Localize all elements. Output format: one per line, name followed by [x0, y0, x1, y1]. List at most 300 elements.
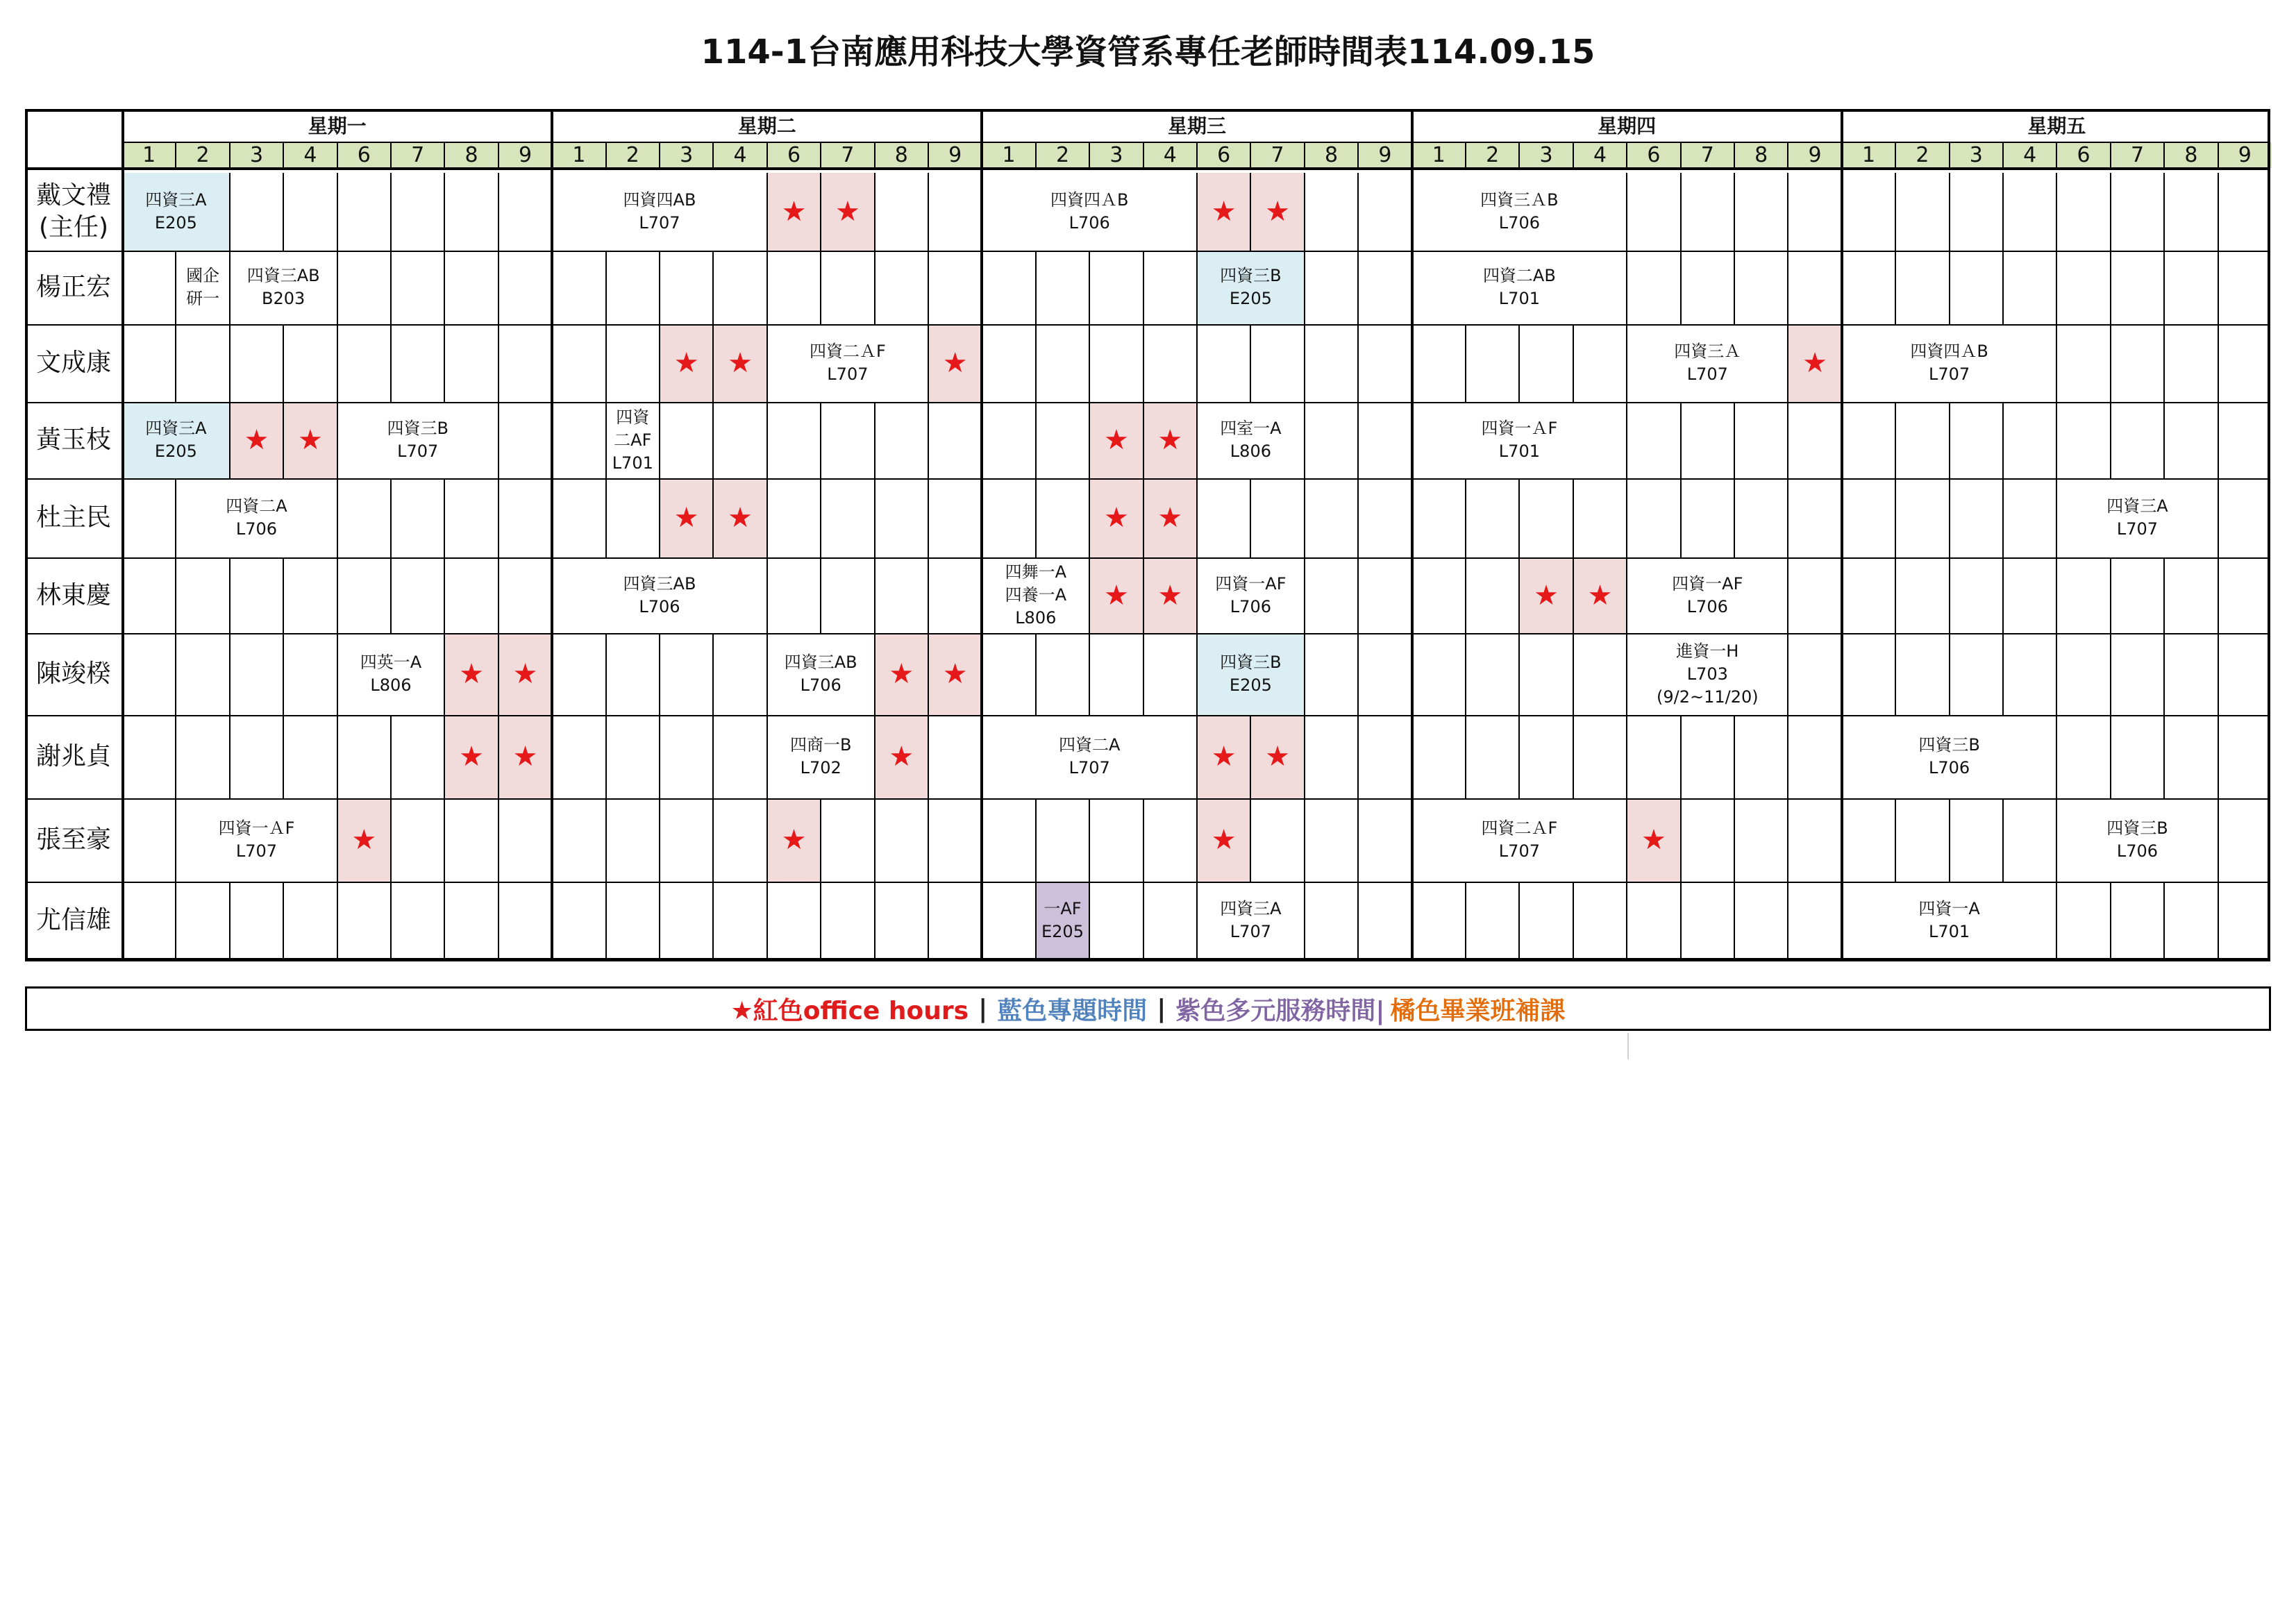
class-text: E205	[154, 213, 197, 233]
class-text: L707	[1498, 841, 1540, 861]
class-text: 四資	[616, 407, 650, 427]
page-title: 114-1台南應用科技大學資管系專任老師時間表114.09.15	[701, 33, 1595, 72]
grid-line	[229, 557, 231, 633]
grid-line	[283, 173, 284, 251]
grid-line	[820, 402, 821, 478]
grid-line	[1734, 251, 1735, 324]
class-text: 二AF	[614, 430, 652, 450]
grid-line	[1035, 251, 1037, 324]
office-hour-cell	[1627, 798, 1680, 882]
star-icon: ★	[1103, 502, 1129, 534]
grid-line	[444, 715, 445, 798]
grid-line	[1518, 142, 1520, 168]
grid-line	[390, 251, 392, 324]
grid-line	[874, 798, 875, 882]
grid-line	[2163, 251, 2165, 324]
class-text: L707	[1686, 364, 1728, 384]
class-text: 四資二A	[226, 496, 287, 516]
grid-line	[283, 633, 284, 715]
grid-line	[1250, 142, 1251, 168]
grid-line	[390, 715, 392, 798]
grid-line	[175, 882, 176, 959]
class-text: 四資四AB	[623, 190, 696, 210]
grid-line	[1680, 173, 1682, 251]
star-icon: ★	[1211, 196, 1237, 228]
office-hour-cell	[283, 402, 337, 478]
grid-line	[1734, 173, 1735, 251]
star-icon: ★	[512, 658, 538, 690]
grid-line	[2110, 324, 2111, 402]
class-text: L806	[1230, 442, 1271, 461]
grid-line	[1680, 478, 1682, 557]
star-icon: ★	[781, 196, 807, 228]
class-text: L702	[800, 758, 841, 777]
period-header: 4	[1573, 142, 1627, 168]
grid-line	[2163, 882, 2165, 959]
office-hour-cell	[928, 324, 982, 402]
office-hour-cell	[1143, 557, 1197, 633]
period-header: 4	[1143, 142, 1197, 168]
grid-line	[1250, 478, 1251, 557]
star-icon: ★	[889, 741, 914, 773]
grid-line	[2110, 142, 2111, 168]
class-cell	[767, 633, 875, 715]
grid-line	[820, 251, 821, 324]
class-text: 四資三Ａ	[1674, 342, 1741, 361]
period-header: 4	[2003, 142, 2056, 168]
class-text: L701	[1498, 289, 1540, 308]
grid-line	[444, 173, 445, 251]
class-text: 四資三A	[2106, 496, 2168, 516]
class-text: L806	[1015, 608, 1057, 628]
grid-line	[1626, 173, 1627, 251]
teacher-name	[25, 173, 122, 251]
class-text: 四資三A	[145, 190, 207, 210]
grid-line	[121, 109, 124, 960]
grid-line	[337, 324, 338, 402]
class-text: L706	[1069, 213, 1110, 233]
grid-line	[551, 109, 553, 960]
grid-line	[25, 557, 2270, 559]
office-hour-cell	[1519, 557, 1573, 633]
class-text: L706	[1498, 213, 1540, 233]
grid-line	[2218, 478, 2219, 557]
period-header: 7	[391, 142, 444, 168]
grid-line	[337, 142, 338, 168]
grid-line	[1304, 882, 1305, 959]
grid-line	[498, 324, 499, 402]
period-header: 7	[821, 142, 874, 168]
grid-line	[1518, 478, 1520, 557]
grid-line	[498, 173, 499, 251]
grid-line	[1518, 324, 1520, 402]
grid-line	[1518, 633, 1520, 715]
grid-line	[1895, 557, 1896, 633]
grid-line	[1573, 715, 1574, 798]
period-header: 6	[1197, 142, 1250, 168]
teacher-name	[25, 798, 122, 882]
grid-line	[712, 633, 714, 715]
grid-line	[2056, 882, 2057, 959]
grid-line	[2056, 633, 2057, 715]
grid-line	[659, 251, 660, 324]
grid-line	[874, 715, 875, 798]
day-header: 星期一	[308, 114, 367, 137]
grid-line	[229, 324, 231, 402]
star-icon: ★	[1103, 424, 1129, 456]
grid-line	[175, 798, 176, 882]
grid-line	[2218, 633, 2219, 715]
grid-line	[874, 142, 875, 168]
grid-line	[2110, 633, 2111, 715]
grid-line	[337, 173, 338, 251]
class-text: 四資二ＡF	[1481, 818, 1558, 838]
period-header: 7	[1681, 142, 1734, 168]
grid-line	[1143, 633, 1144, 715]
grid-line	[766, 633, 768, 715]
class-cell	[1412, 402, 1627, 478]
teacher-name	[25, 557, 122, 633]
grid-line	[1196, 557, 1198, 633]
period-header: 1	[122, 142, 176, 168]
grid-line	[659, 402, 660, 478]
grid-line	[1357, 251, 1359, 324]
grid-line	[2163, 715, 2165, 798]
grid-line	[25, 402, 2270, 403]
class-text: 四資一AF	[1215, 573, 1287, 594]
grid-line	[1573, 324, 1574, 402]
grid-line	[1626, 882, 1627, 959]
grid-line	[605, 324, 607, 402]
grid-line	[1787, 142, 1788, 168]
timetable-grid	[25, 109, 2270, 960]
grid-line	[1626, 557, 1627, 633]
period-header: 3	[1519, 142, 1573, 168]
period-header: 9	[1358, 142, 1411, 168]
class-cell	[230, 251, 337, 324]
class-cell	[552, 173, 767, 251]
grid-line	[283, 324, 284, 402]
grid-line	[444, 142, 445, 168]
grid-line	[2218, 251, 2219, 324]
grid-line	[1573, 478, 1574, 557]
class-text: L706	[1686, 596, 1728, 616]
grid-line	[1304, 633, 1305, 715]
class-cell	[1197, 633, 1305, 715]
grid-line	[1949, 478, 1950, 557]
grid-line	[1465, 478, 1466, 557]
office-hour-cell	[230, 402, 283, 478]
grid-line	[2218, 715, 2219, 798]
period-header: 1	[552, 142, 605, 168]
grid-line	[1196, 173, 1198, 251]
grid-line	[605, 478, 607, 557]
grid-line	[2218, 402, 2219, 478]
class-text: 四英一A	[360, 653, 422, 672]
star-icon: ★	[1534, 579, 1559, 612]
grid-line	[175, 715, 176, 798]
grid-line	[498, 882, 499, 959]
office-hour-cell	[928, 633, 982, 715]
teacher-name-text: 黃玉枝	[35, 426, 111, 454]
grid-line	[1465, 324, 1466, 402]
grid-line	[1518, 715, 1520, 798]
grid-line	[1196, 402, 1198, 478]
class-cell	[1197, 251, 1305, 324]
grid-line	[25, 798, 2270, 800]
grid-line	[928, 251, 929, 324]
class-text: L707	[1230, 922, 1271, 941]
star-icon: ★	[1265, 741, 1291, 773]
grid-line	[1949, 633, 1950, 715]
period-header: 8	[875, 142, 928, 168]
grid-line	[1143, 251, 1144, 324]
grid-line	[766, 478, 768, 557]
grid-line	[928, 142, 929, 168]
star-icon: ★	[1802, 347, 1828, 379]
office-hour-cell	[1089, 557, 1143, 633]
grid-line	[1304, 798, 1305, 882]
class-text: 四資一AF	[1672, 573, 1743, 594]
office-hour-cell	[713, 324, 766, 402]
grid-line	[820, 142, 821, 168]
grid-line	[1089, 882, 1090, 959]
class-cell	[1842, 715, 2057, 798]
grid-line	[1035, 324, 1037, 402]
grid-line	[337, 633, 338, 715]
office-hour-cell	[444, 633, 498, 715]
grid-line	[605, 402, 607, 478]
grid-line	[229, 173, 231, 251]
grid-line	[820, 478, 821, 557]
office-hour-cell	[1197, 798, 1250, 882]
period-header: 8	[444, 142, 498, 168]
office-hour-cell	[1250, 715, 1304, 798]
grid-line	[2163, 142, 2165, 168]
grid-line	[1089, 251, 1090, 324]
grid-line	[1035, 798, 1037, 882]
class-cell	[2056, 478, 2218, 557]
teacher-name-text: 戴文禮	[35, 181, 111, 210]
period-header: 3	[1950, 142, 2003, 168]
class-text: 研一	[186, 289, 220, 308]
period-header: 1	[1412, 142, 1466, 168]
class-cell	[1842, 324, 2057, 402]
office-hour-cell	[660, 478, 713, 557]
office-hour-cell	[1143, 478, 1197, 557]
grid-line	[2218, 798, 2219, 882]
period-header: 8	[2164, 142, 2218, 168]
office-hour-cell	[821, 173, 874, 251]
office-hour-cell	[1197, 173, 1250, 251]
grid-line	[605, 251, 607, 324]
grid-line	[712, 882, 714, 959]
class-text: 一AF	[1044, 899, 1082, 918]
star-icon: ★	[1157, 579, 1183, 612]
grid-line	[2110, 251, 2111, 324]
grid-line	[1035, 142, 1037, 168]
grid-line	[1304, 173, 1305, 251]
grid-line	[1949, 251, 1950, 324]
class-cell	[176, 251, 229, 324]
grid-line	[1734, 142, 1735, 168]
grid-line	[175, 251, 176, 324]
grid-line	[390, 324, 392, 402]
grid-line	[712, 324, 714, 402]
grid-line	[1089, 798, 1090, 882]
grid-line	[498, 142, 499, 168]
grid-line	[1949, 557, 1950, 633]
grid-line	[175, 633, 176, 715]
grid-line	[283, 142, 284, 168]
grid-line	[175, 324, 176, 402]
class-text: 四資三B	[387, 419, 449, 438]
grid-line	[928, 798, 929, 882]
grid-line	[1143, 142, 1144, 168]
grid-line	[1465, 142, 1466, 168]
grid-line	[498, 478, 499, 557]
grid-line	[2110, 557, 2111, 633]
grid-line	[1680, 402, 1682, 478]
class-text: 四資三AB	[784, 653, 857, 672]
grid-line	[766, 402, 768, 478]
grid-line	[766, 882, 768, 959]
star-icon: ★	[1265, 196, 1291, 228]
grid-line	[659, 882, 660, 959]
grid-line	[390, 478, 392, 557]
grid-line	[25, 109, 28, 960]
grid-line	[283, 402, 284, 478]
grid-line	[498, 633, 499, 715]
office-hour-cell	[875, 715, 928, 798]
grid-line	[1787, 715, 1788, 798]
class-cell	[176, 798, 337, 882]
grid-line	[1035, 402, 1037, 478]
grid-line	[1465, 557, 1466, 633]
class-text: (9/2~11/20)	[1656, 687, 1759, 707]
grid-line	[2056, 142, 2057, 168]
grid-line	[1895, 798, 1896, 882]
period-header: 1	[982, 142, 1035, 168]
grid-line	[1895, 402, 1896, 478]
period-header: 2	[606, 142, 660, 168]
office-hour-cell	[1089, 402, 1143, 478]
class-cell	[1036, 882, 1089, 959]
grid-line	[766, 251, 768, 324]
teacher-name	[25, 633, 122, 715]
class-text: L707	[235, 841, 278, 861]
class-text: E205	[1229, 675, 1272, 695]
grid-line	[1680, 251, 1682, 324]
period-header: 9	[2218, 142, 2272, 168]
grid-line	[175, 557, 176, 633]
star-icon: ★	[673, 347, 699, 379]
grid-line	[283, 557, 284, 633]
grid-line	[820, 557, 821, 633]
star-icon: ★	[1211, 741, 1237, 773]
grid-line	[1734, 882, 1735, 959]
grid-line	[2002, 251, 2004, 324]
grid-line	[874, 478, 875, 557]
day-header: 星期二	[737, 114, 796, 137]
grid-line	[2002, 173, 2004, 251]
grid-line	[2163, 324, 2165, 402]
class-text: L707	[397, 442, 439, 461]
grid-line	[980, 109, 983, 960]
period-header: 8	[1734, 142, 1788, 168]
grid-line	[766, 798, 768, 882]
grid-line	[1089, 402, 1090, 478]
grid-line	[1304, 402, 1305, 478]
teacher-name	[25, 715, 122, 798]
grid-line	[1626, 633, 1627, 715]
class-text: 四資四ＡB	[1050, 190, 1129, 210]
class-cell	[1412, 798, 1627, 882]
grid-line	[337, 882, 338, 959]
grid-line	[1357, 173, 1359, 251]
teacher-name-text: 張至豪	[35, 825, 111, 854]
grid-line	[1196, 142, 1198, 168]
teacher-name	[25, 402, 122, 478]
day-header: 星期四	[1598, 114, 1657, 137]
grid-line	[337, 557, 338, 633]
class-cell	[1842, 882, 2057, 959]
grid-line	[444, 798, 445, 882]
day-header: 星期五	[2027, 114, 2086, 137]
grid-line	[25, 958, 2270, 961]
grid-line	[2110, 173, 2111, 251]
grid-line	[25, 324, 2270, 326]
class-cell	[122, 173, 230, 251]
office-hour-cell	[875, 633, 928, 715]
grid-line	[229, 882, 231, 959]
star-icon: ★	[244, 424, 269, 456]
grid-line	[766, 324, 768, 402]
grid-line	[1626, 715, 1627, 798]
class-text: E205	[1041, 922, 1084, 941]
grid-line	[2218, 324, 2219, 402]
period-header: 7	[1250, 142, 1304, 168]
grid-line	[1357, 882, 1359, 959]
star-icon: ★	[1587, 579, 1613, 612]
star-icon: ★	[459, 658, 485, 690]
class-cell	[1412, 251, 1627, 324]
grid-line	[175, 142, 176, 168]
class-text: L707	[827, 364, 869, 384]
grid-line	[2163, 633, 2165, 715]
class-cell	[982, 715, 1197, 798]
class-cell	[1412, 173, 1627, 251]
grid-line	[1841, 109, 1843, 960]
divider	[1627, 1033, 1629, 1059]
class-text: L701	[1498, 442, 1540, 461]
grid-line	[1304, 478, 1305, 557]
class-text: 四資三AB	[623, 573, 696, 594]
period-header: 4	[283, 142, 337, 168]
star-icon: ★	[351, 824, 377, 856]
grid-line	[659, 715, 660, 798]
class-cell	[337, 402, 498, 478]
grid-line	[1626, 251, 1627, 324]
class-text: 四資一ＡF	[218, 818, 295, 838]
grid-line	[766, 715, 768, 798]
star-icon: ★	[835, 196, 860, 228]
grid-line	[1357, 478, 1359, 557]
grid-line	[1250, 798, 1251, 882]
grid-line	[498, 715, 499, 798]
grid-line	[2268, 109, 2270, 960]
grid-line	[1518, 557, 1520, 633]
